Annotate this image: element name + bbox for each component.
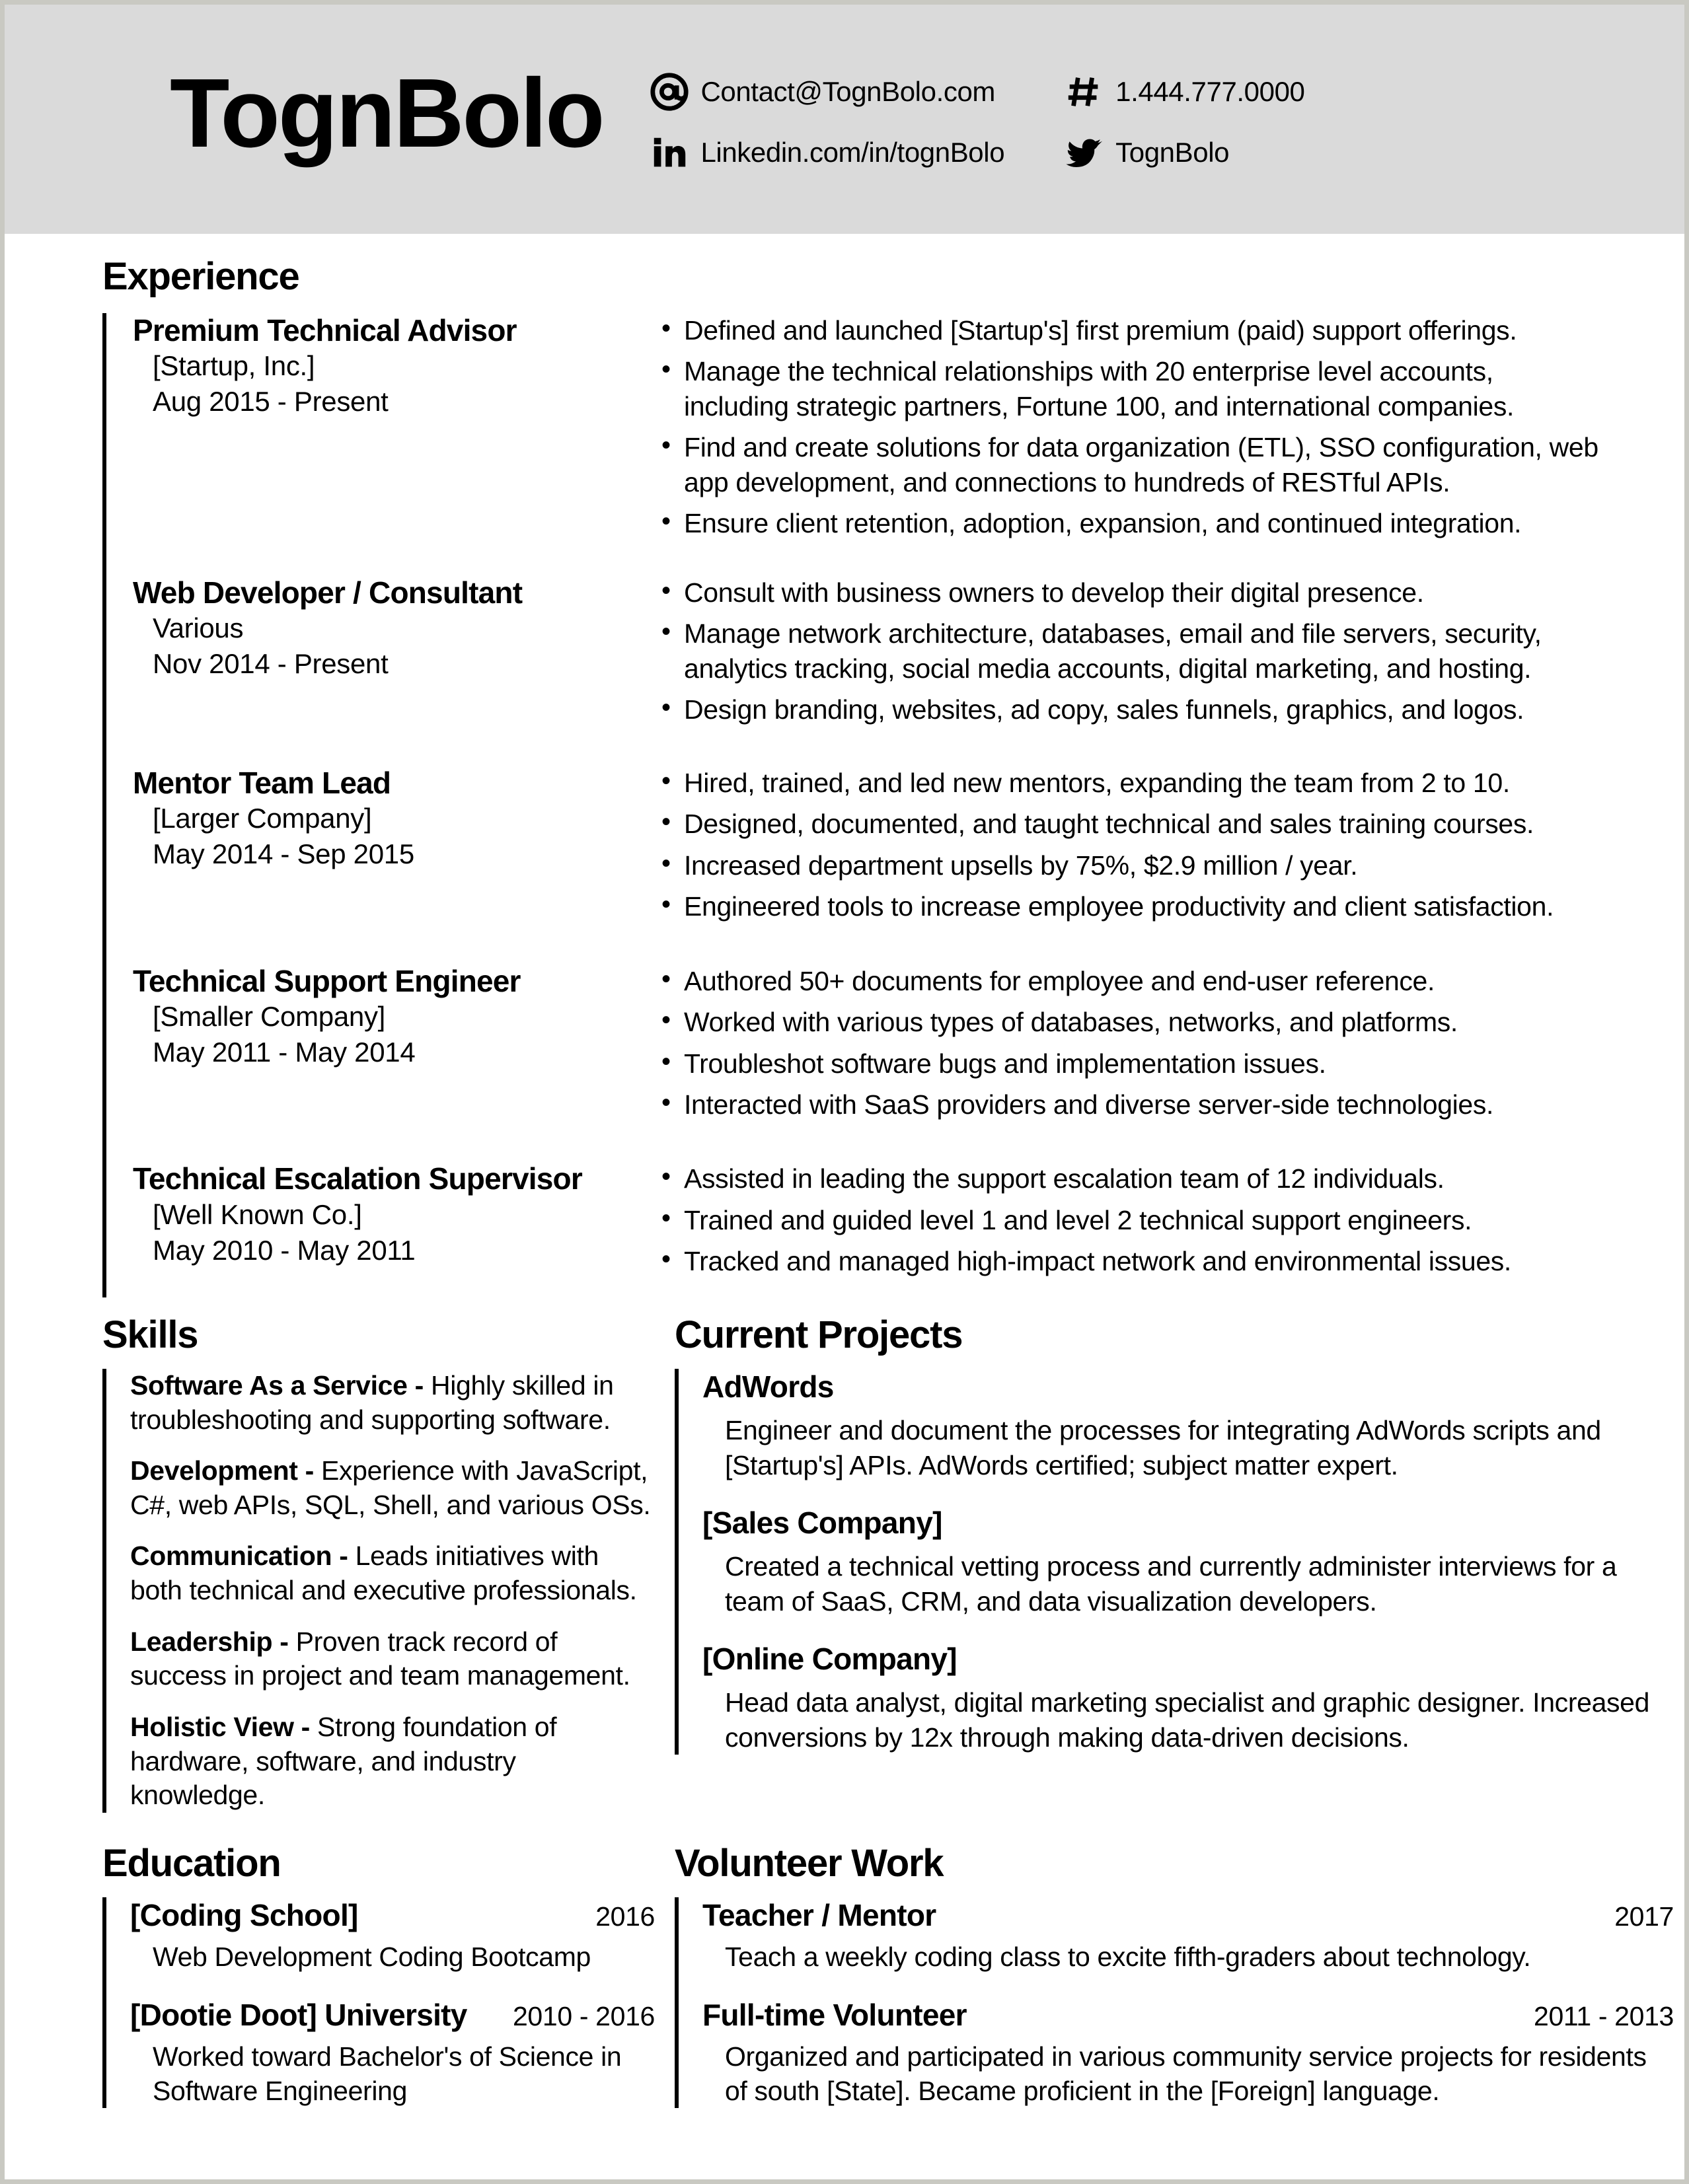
- experience-entry-meta: [106, 964, 661, 1070]
- volunteer-item: [702, 1897, 1674, 1975]
- project-name: [Online Company]: [702, 1642, 957, 1677]
- skill-item: [130, 1710, 655, 1813]
- volunteer-role: Full-time Volunteer: [702, 1997, 967, 2032]
- education-year: 2010 - 2016: [512, 2000, 655, 2031]
- bullet-item: • Engineered tools to increase employee productivity and client satisfaction.: [661, 889, 1605, 924]
- contact-twitter-text: TognBolo: [1115, 136, 1230, 168]
- project-name: AdWords: [702, 1369, 834, 1404]
- experience-section: [5, 255, 1684, 1297]
- experience-entry: [106, 766, 1684, 931]
- bullet-list: [661, 964, 1605, 1122]
- education-description: Web Development Coding Bootcamp: [153, 1942, 591, 1973]
- skill-description: Highly skilled in troubleshooting and supporting software.: [130, 1369, 614, 1435]
- experience-entry-bullets: [661, 964, 1684, 1129]
- volunteer-year: 2011 - 2013: [1534, 2000, 1674, 2031]
- bullet-item: • Ensure client retention, adoption, expansion, and continued integration.: [661, 506, 1605, 540]
- education-volunteer-row: [5, 1844, 1684, 2108]
- projects-list: [675, 1369, 1684, 1755]
- volunteer-description: Teach a weekly coding class to excite fifth-graders about technology.: [725, 1942, 1531, 1973]
- skill-name: Holistic View -: [130, 1712, 310, 1743]
- bullet-item: • Troubleshot software bugs and implementation issues.: [661, 1046, 1605, 1081]
- bullet-item: • Worked with various types of databases, networks, and platforms.: [661, 1005, 1605, 1039]
- education-list: [102, 1897, 665, 2108]
- contact-email[interactable]: [649, 71, 1004, 112]
- experience-dates: Aug 2015 - Present: [153, 386, 389, 418]
- contact-info-grid: [649, 71, 1304, 173]
- skill-description: Leads initiatives with both technical and executive professionals.: [130, 1541, 637, 1606]
- contact-linkedin[interactable]: [649, 132, 1004, 173]
- education-school: [Dootie Doot] University: [130, 1997, 467, 2032]
- experience-job-title: Technical Escalation Supervisor: [133, 1161, 582, 1196]
- education-item: [130, 1997, 655, 2109]
- bullet-item: • Designed, documented, and taught technical and sales training courses.: [661, 807, 1605, 841]
- skill-description: Strong foundation of hardware, software, and industry knowledge.: [130, 1712, 557, 1811]
- skill-description: Experience with JavaScript, C#, web APIs, SQL, Shell, and various OSs.: [130, 1455, 651, 1520]
- experience-company: Various: [153, 612, 244, 644]
- bullet-item: • Assisted in leading the support escalation team of 12 individuals.: [661, 1161, 1605, 1196]
- volunteer-section: [665, 1844, 1684, 2108]
- skills-section: [5, 1313, 665, 1815]
- contact-email-text: Contact@TognBolo.com: [700, 75, 995, 107]
- experience-entry: [106, 313, 1684, 548]
- bullet-list: [661, 766, 1605, 924]
- experience-dates: May 2010 - May 2011: [153, 1234, 416, 1266]
- contact-phone[interactable]: [1064, 71, 1304, 112]
- bullet-item: • Authored 50+ documents for employee and end-user reference.: [661, 964, 1605, 998]
- resume-header: [5, 5, 1684, 234]
- bullet-item: • Tracked and managed high-impact network and environmental issues.: [661, 1244, 1605, 1278]
- experience-dates: May 2014 - Sep 2015: [153, 838, 414, 869]
- project-item: [702, 1369, 1674, 1482]
- experience-dates: Nov 2014 - Present: [153, 647, 389, 679]
- experience-entry-bullets: [661, 313, 1684, 548]
- experience-company: [Larger Company]: [153, 803, 372, 834]
- experience-entries: [102, 313, 1684, 1297]
- experience-job-title: Technical Support Engineer: [133, 963, 521, 998]
- bullet-list: [661, 575, 1605, 727]
- skill-item: [130, 1625, 655, 1693]
- volunteer-year: 2017: [1614, 1901, 1674, 1932]
- skill-description: Proven track record of success in project and team management.: [130, 1626, 630, 1691]
- volunteer-section-title: Volunteer Work: [675, 1842, 944, 1885]
- linkedin-icon: [649, 132, 690, 173]
- bullet-item: • Defined and launched [Startup's] first premium (paid) support offerings.: [661, 313, 1605, 347]
- bullet-item: • Interacted with SaaS providers and diverse server-side technologies.: [661, 1087, 1605, 1122]
- skill-item: [130, 1454, 655, 1522]
- project-description: Created a technical vetting process and currently administer interviews for a team of SaaS, CRM, and data visualization developers.: [725, 1551, 1617, 1617]
- skill-name: Communication -: [130, 1541, 348, 1572]
- experience-entry-meta: [106, 766, 661, 872]
- bullet-item: • Design branding, websites, ad copy, sales funnels, graphics, and logos.: [661, 692, 1605, 727]
- project-description: Head data analyst, digital marketing specialist and graphic designer. Increased conversions by 12x through making data-driven decisions.: [725, 1687, 1650, 1753]
- experience-entry-meta: [106, 1161, 661, 1268]
- volunteer-description: Organized and participated in various community service projects for residents of south [State]. Became proficient in the [Foreign] language.: [725, 2041, 1647, 2106]
- project-name: [Sales Company]: [702, 1505, 942, 1540]
- skills-section-title: Skills: [102, 1313, 198, 1356]
- project-item: [702, 1641, 1674, 1755]
- bullet-item: • Manage the technical relationships with 20 enterprise level accounts, including strategic partners, Fortune 100, and international companies.: [661, 354, 1605, 423]
- skills-projects-row: [5, 1313, 1684, 1815]
- bullet-list: [661, 1161, 1605, 1278]
- page-title: TognBolo: [170, 58, 603, 168]
- experience-entry-bullets: [661, 575, 1684, 734]
- skill-name: Software As a Service -: [130, 1369, 424, 1401]
- education-item: [130, 1897, 655, 1975]
- skill-name: Leadership -: [130, 1626, 289, 1657]
- education-section: [5, 1844, 665, 2108]
- experience-entry-meta: [106, 313, 661, 419]
- contact-twitter[interactable]: [1064, 132, 1304, 173]
- skill-name: Development -: [130, 1455, 314, 1486]
- twitter-bird-icon: [1064, 132, 1105, 173]
- experience-entry: [106, 1161, 1684, 1297]
- experience-job-title: Premium Technical Advisor: [133, 313, 517, 347]
- experience-entry: [106, 575, 1684, 734]
- bullet-item: • Consult with business owners to develop their digital presence.: [661, 575, 1605, 610]
- contact-phone-text: 1.444.777.0000: [1115, 75, 1305, 107]
- experience-company: [Well Known Co.]: [153, 1198, 362, 1230]
- experience-job-title: Web Developer / Consultant: [133, 575, 523, 610]
- volunteer-item: [702, 1997, 1674, 2109]
- skill-item: [130, 1539, 655, 1607]
- project-item: [702, 1505, 1674, 1619]
- education-year: 2016: [595, 1901, 655, 1932]
- experience-entry-bullets: [661, 1161, 1684, 1285]
- volunteer-list: [675, 1897, 1684, 2108]
- experience-dates: May 2011 - May 2014: [153, 1036, 416, 1068]
- education-section-title: Education: [102, 1842, 281, 1885]
- bullet-item: • Trained and guided level 1 and level 2 technical support engineers.: [661, 1203, 1605, 1237]
- at-sign-icon: [649, 71, 690, 112]
- experience-company: [Startup, Inc.]: [153, 350, 315, 382]
- hash-phone-icon: [1064, 71, 1105, 112]
- experience-section-title: Experience: [102, 255, 299, 298]
- education-school: [Coding School]: [130, 1898, 358, 1933]
- experience-entry: [106, 964, 1684, 1129]
- skills-list: [102, 1369, 665, 1813]
- bullet-item: • Manage network architecture, databases, email and file servers, security, analytics tracking, social media accounts, digital marketing, and hosting.: [661, 616, 1605, 686]
- project-description: Engineer and document the processes for integrating AdWords scripts and [Startup's] APIs. AdWords certified; subject matter expert.: [725, 1415, 1601, 1480]
- experience-job-title: Mentor Team Lead: [133, 765, 391, 800]
- projects-section: [665, 1313, 1684, 1815]
- skill-item: [130, 1369, 655, 1437]
- experience-entry-meta: [106, 575, 661, 682]
- experience-company: [Smaller Company]: [153, 1000, 386, 1032]
- bullet-item: • Find and create solutions for data organization (ETL), SSO configuration, web app development, and connections to hundreds of RESTful APIs.: [661, 430, 1605, 499]
- bullet-list: [661, 313, 1605, 541]
- volunteer-role: Teacher / Mentor: [702, 1898, 936, 1933]
- contact-linkedin-text: Linkedin.com/in/tognBolo: [700, 136, 1005, 168]
- bullet-item: • Increased department upsells by 75%, $2.9 million / year.: [661, 848, 1605, 883]
- projects-section-title: Current Projects: [675, 1313, 963, 1356]
- education-description: Worked toward Bachelor's of Science in Software Engineering: [153, 2041, 622, 2106]
- experience-entry-bullets: [661, 766, 1684, 931]
- bullet-item: • Hired, trained, and led new mentors, expanding the team from 2 to 10.: [661, 766, 1605, 800]
